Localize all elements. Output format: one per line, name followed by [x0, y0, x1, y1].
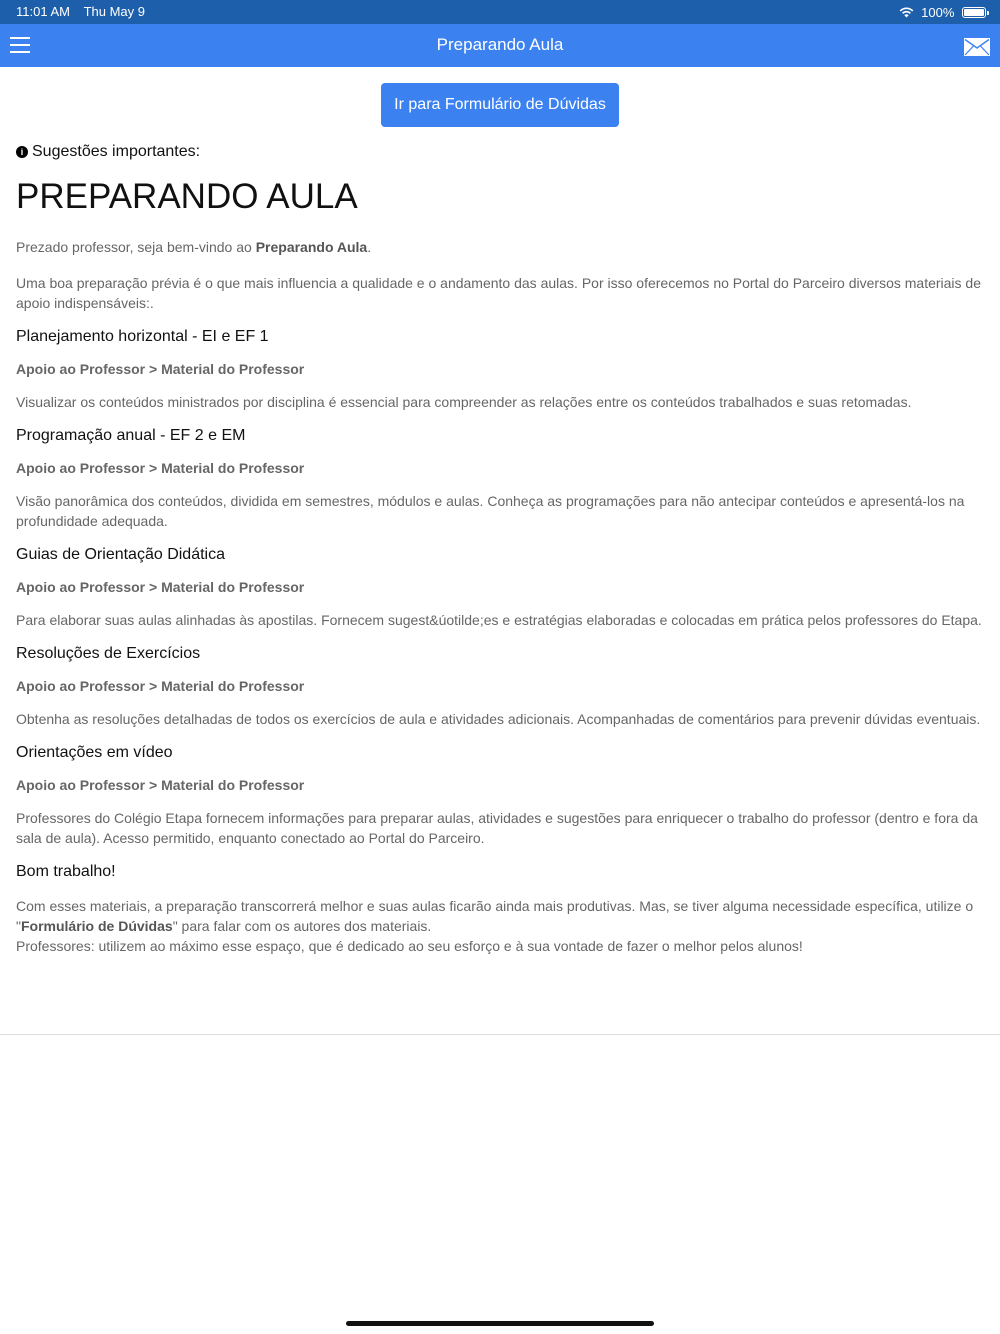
- section-path: Apoio ao Professor > Material do Professor: [16, 579, 305, 596]
- envelope-icon[interactable]: [964, 38, 990, 56]
- section-path: Apoio ao Professor > Material do Professor: [16, 460, 305, 477]
- battery-icon: [962, 7, 986, 18]
- closing-text-prefix: Com esses materiais, a preparação transcorrerá melhor e suas aulas ficarão ainda mais produtivas. Mas, se tiver alguma necessidade específica, utilize o ": [16, 898, 974, 935]
- section-title: Orientações em vídeo: [16, 744, 173, 762]
- section-title: Planejamento horizontal - EI e EF 1: [16, 328, 269, 346]
- section-description: Para elaborar suas aulas alinhadas às apostilas. Fornecem sugest&úotilde;es e estratégias elaboradas e colocadas em prática pelos professores do Etapa.: [16, 612, 982, 629]
- status-time: 11:01 AM: [16, 4, 70, 19]
- section-title: Programação anual - EF 2 e EM: [16, 427, 246, 445]
- closing-text-suffix: " para falar com os autores dos materiais.: [172, 918, 432, 935]
- wifi-icon: [899, 7, 914, 18]
- intro-paragraph: Uma boa preparação prévia é o que mais influencia a qualidade e o andamento das aulas. Por isso oferecemos no Portal do Parceiro diversos materiais de apoio indispensáveis:.: [16, 275, 981, 312]
- intro-prefix: Prezado professor, seja bem-vindo ao: [16, 239, 256, 256]
- section-description: Professores do Colégio Etapa fornecem informações para preparar aulas, atividades e sugestões para enriquecer o trabalho do professor (dentro e fora da sala de aula). Acesso permitido, enquanto conectado ao Portal do Parceiro.: [16, 810, 978, 847]
- closing-text-bold: Formulário de Dúvidas: [20, 918, 173, 935]
- section-description: Visão panorâmica dos conteúdos, dividida em semestres, módulos e aulas. Conheça as programações para não antecipar conteúdos e apresentá-los na profundidade adequada.: [16, 493, 965, 530]
- section-description: Obtenha as resoluções detalhadas de todos os exercícios de aula e atividades adicionais. Acompanhadas de comentários para prevenir dúvidas eventuais.: [16, 711, 981, 728]
- nav-bar: [0, 24, 1000, 67]
- closing-title: Bom trabalho!: [16, 863, 116, 881]
- suggestions-label: Sugestões importantes:: [32, 143, 201, 160]
- battery-percentage: 100%: [921, 5, 955, 21]
- intro-text: [16, 237, 984, 257]
- status-left: [16, 4, 145, 19]
- section-path: Apoio ao Professor > Material do Professor: [16, 678, 305, 695]
- closing-text: [16, 896, 984, 956]
- section-title: Resoluções de Exercícios: [16, 645, 201, 663]
- info-icon: i: [16, 146, 28, 158]
- status-date: Thu May 9: [83, 4, 146, 19]
- cta-wrapper: [16, 83, 984, 127]
- status-right: [899, 4, 987, 20]
- section-path: Apoio ao Professor > Material do Professor: [16, 777, 305, 794]
- section-description: Visualizar os conteúdos ministrados por disciplina é essencial para compreender as relações entre os conteúdos trabalhados e suas retomadas.: [16, 394, 912, 411]
- page-title: PREPARANDO AULA: [16, 177, 358, 216]
- intro-bold: Preparando Aula: [255, 239, 368, 256]
- closing-text-line2: Professores: utilizem ao máximo esse espaço, que é dedicado ao seu esforço e à sua vontade de fazer o melhor pelos alunos!: [16, 938, 803, 955]
- nav-title: Preparando Aula: [436, 35, 564, 54]
- intro-suffix: .: [367, 239, 372, 256]
- section-title: Guias de Orientação Didática: [16, 546, 225, 564]
- content-divider: [0, 1034, 1000, 1035]
- status-bar: [0, 0, 1000, 24]
- section-path: Apoio ao Professor > Material do Professor: [16, 361, 305, 378]
- doubts-form-button[interactable]: Ir para Formulário de Dúvidas: [381, 83, 619, 127]
- main-content: [16, 67, 984, 956]
- home-indicator: [346, 1321, 654, 1326]
- suggestions-header: [16, 143, 984, 161]
